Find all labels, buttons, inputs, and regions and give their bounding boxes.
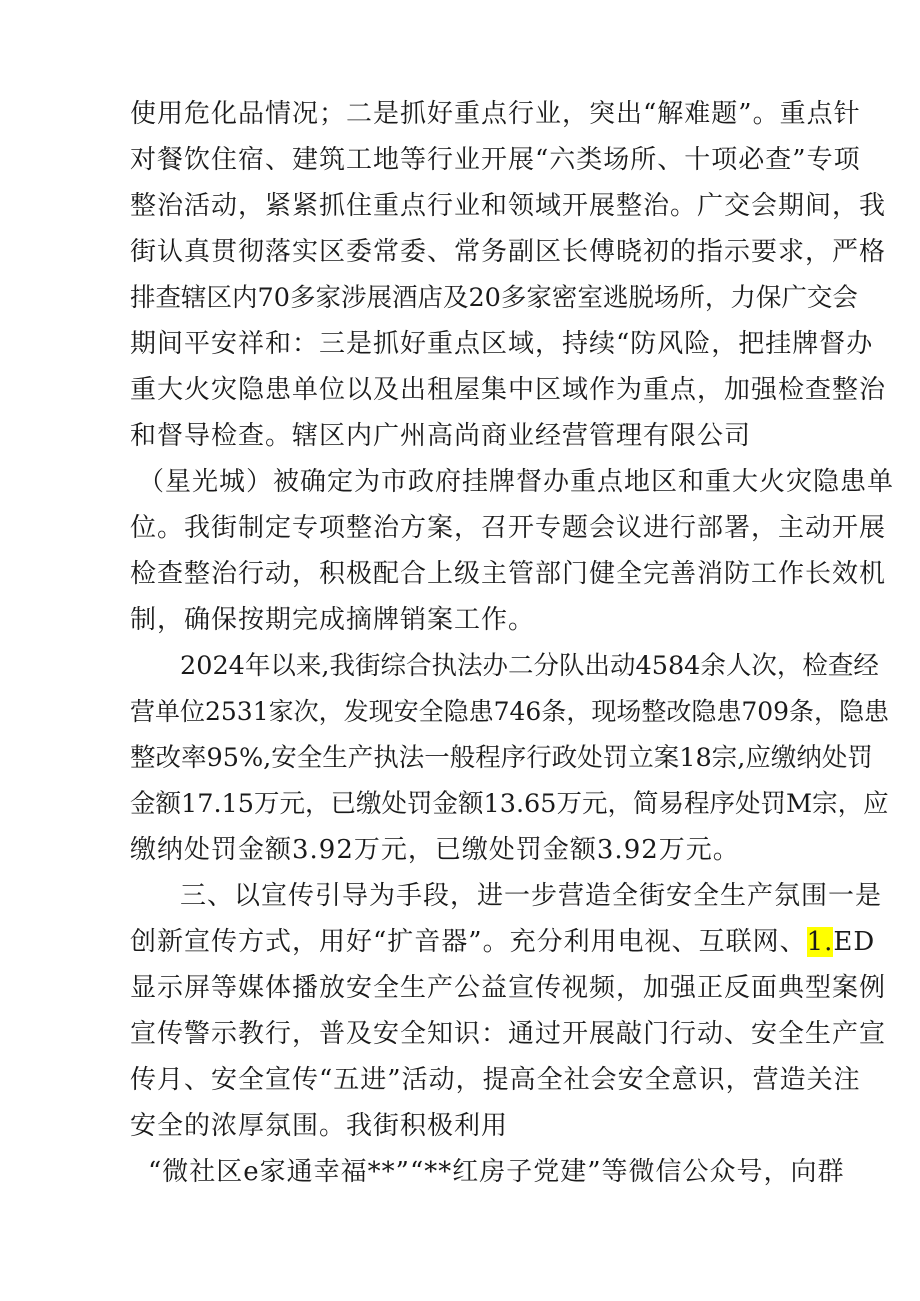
paragraph-2-line-3: 整改率95%,安全生产执法一般程序行政处罚立案18宗,应缴纳处罚 bbox=[130, 743, 873, 773]
text-line-5: 排查辖区内70多家涉展酒店及20多家密室逃脱场所，力保广交会 bbox=[130, 283, 858, 313]
text-line-1: 使用危化品情况；二是抓好重点行业，突出“解难题”。重点针 bbox=[130, 99, 861, 129]
text-line-8: 和督导检查。辖区内广州高尚商业经营管理有限公司 bbox=[130, 421, 752, 451]
paragraph-3-line-2-tail: ED bbox=[833, 927, 876, 957]
paragraph-3-line-2 bbox=[130, 924, 875, 960]
paragraph-3-line-2-text: 创新宣传方式，用好“扩音器”。充分利用电视、互联网、 bbox=[130, 927, 807, 957]
text-line-12: 制，确保按期完成摘牌销案工作。 bbox=[130, 605, 536, 635]
paragraph-3-line-1: 三、以宣传引导为手段，进一步营造全街安全生产氛围一是 bbox=[180, 881, 883, 911]
text-line-7: 重大火灾隐患单位以及出租屋集中区域作为重点，加强检查整治 bbox=[130, 375, 887, 405]
paragraph-3-line-7: “微社区e家通幸福**”“**红房子党建”等微信公众号，向群 bbox=[148, 1157, 845, 1187]
paragraph-2-line-2: 营单位2531家次，发现安全隐患746条，现场整改隐患709条，隐患 bbox=[130, 697, 890, 726]
paragraph-2-line-1: 2024年以来,我街综合执法办二分队出动4584余人次，检查经 bbox=[180, 651, 879, 681]
paragraph-3-line-3: 显示屏等媒体播放安全生产公益宣传视频，加强正反面典型案例 bbox=[130, 973, 887, 1003]
text-line-10: 位。我街制定专项整治方案，召开专题会议进行部署，主动开展 bbox=[130, 513, 887, 543]
text-line-11: 检查整治行动，积极配合上级主管部门健全完善消防工作长效机 bbox=[130, 559, 887, 589]
paragraph-3-line-4: 宣传警示教行，普及安全知识：通过开展敲门行动、安全生产宣 bbox=[130, 1019, 887, 1049]
text-line-2: 对餐饮住宿、建筑工地等行业开展“六类场所、十项必查”专项 bbox=[130, 145, 861, 175]
text-line-3: 整治活动，紧紧抓住重点行业和领域开展整治。广交会期间，我 bbox=[130, 191, 887, 221]
paragraph-2-line-5: 缴纳处罚金额3.92万元，已缴处罚金额3.92万元。 bbox=[130, 835, 740, 865]
paragraph-3-line-5: 传月、安全宣传“五进”活动，提高全社会安全意识，营造关注 bbox=[130, 1065, 861, 1095]
paragraph-2-line-4: 金额17.15万元，已缴处罚金额13.65万元，简易程序处罚M宗，应 bbox=[130, 789, 889, 819]
text-line-9: （星光城）被确定为市政府挂牌督办重点地区和重大火灾隐患单 bbox=[138, 467, 895, 497]
text-line-6: 期间平安祥和：三是抓好重点区域，持续“防风险，把挂牌督办 bbox=[130, 329, 874, 359]
highlighted-text: 1. bbox=[806, 927, 834, 957]
text-line-4: 街认真贯彻落实区委常委、常务副区长傅晓初的指示要求，严格 bbox=[130, 237, 887, 267]
paragraph-3-line-6: 安全的浓厚氛围。我街积极利用 bbox=[130, 1111, 509, 1141]
